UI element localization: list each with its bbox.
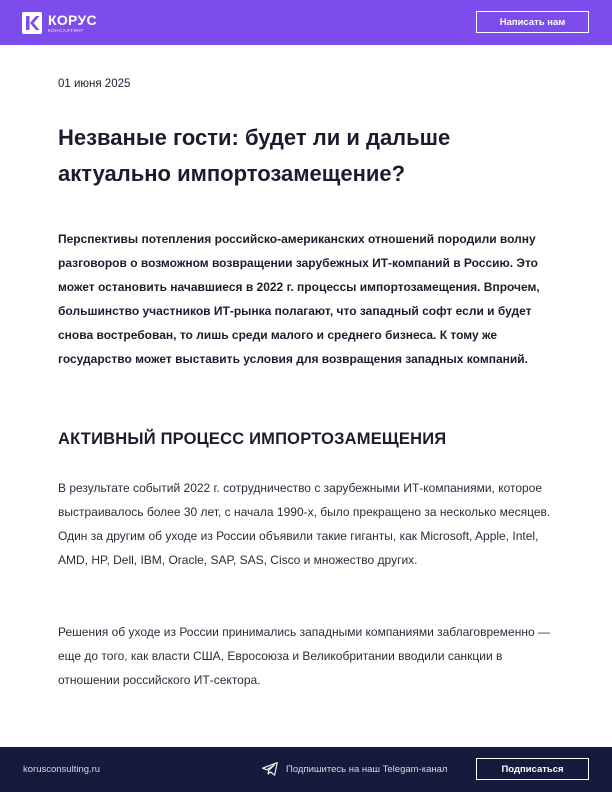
article-lead: Перспективы потепления российско-американских отношений породили волну разговоров о возможном возвращении зарубежных ИТ-компаний в Россию. Это может остановить начавшиеся в 2022 г. процессы импортозамещения. Впрочем, большинство участников ИТ-рынка полагают, что западный софт если и будет снова востребован, то лишь среди малого и среднего бизнеса. К тому же государство может выставить условия для возвращения западных компаний.: [58, 232, 540, 366]
logo-subtitle: КОНСАЛТИНГ: [48, 27, 85, 33]
logo-name: КОРУС: [48, 11, 97, 28]
footer-bar: [0, 747, 612, 792]
subscribe-button[interactable]: Подписаться: [476, 758, 589, 780]
top-bar: [0, 0, 612, 45]
telegram-link[interactable]: Подпишитесь на наш Telegam-канал: [286, 764, 448, 775]
korus-logo-icon: [22, 12, 42, 34]
telegram-icon[interactable]: [262, 762, 278, 776]
logo-text: [48, 13, 97, 34]
korus-logo[interactable]: [22, 11, 97, 35]
footer-site-link[interactable]: korusconsulting.ru: [23, 764, 101, 775]
article-paragraph: Решения об уходе из России принимались западными компаниями заблаговременно — еще до того, как власти США, Евросоюза и Великобритании вводили санкции в отношении российского ИТ-сектора.: [58, 625, 550, 687]
section-heading: АКТИВНЫЙ ПРОЦЕСС ИМПОРТОЗАМЕЩЕНИЯ: [58, 430, 447, 448]
write-to-us-button[interactable]: Написать нам: [476, 11, 589, 33]
article-date: 01 июня 2025: [58, 78, 131, 90]
article-paragraph: В результате событий 2022 г. сотрудничество с зарубежными ИТ-компаниями, которое выстраивалось более 30 лет, с начала 1990-х, было прекращено за несколько месяцев. Один за другим об уходе из России объявили такие гиганты, как Microsoft, Apple, Intel, AMD, HP, Dell, IBM, Oracle, SAP, SAS, Cisco и множество других.: [58, 481, 551, 567]
article-title: Незваные гости: будет ли и дальше актуально импортозамещение?: [58, 125, 451, 186]
